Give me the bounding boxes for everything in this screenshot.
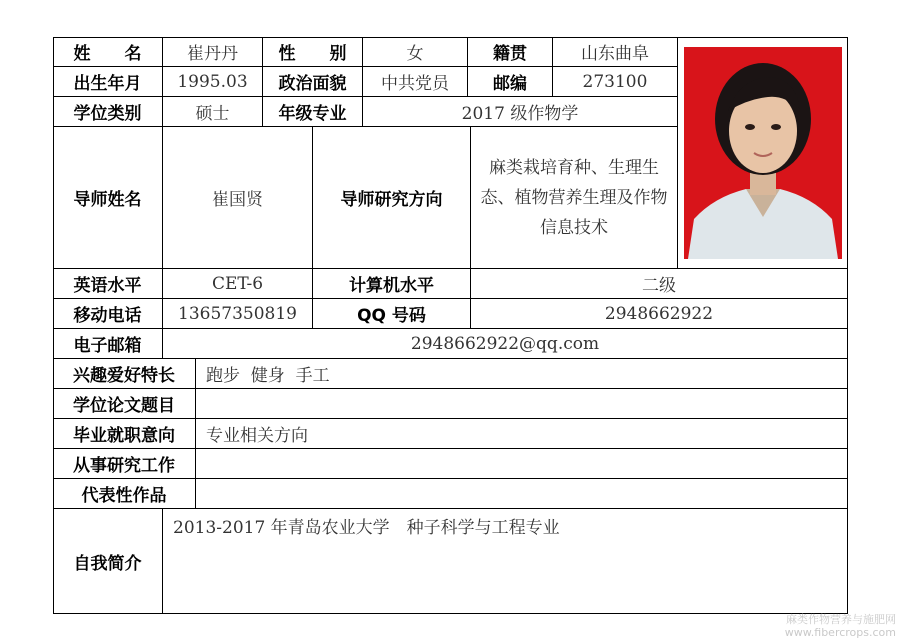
value-native-place: 山东曲阜 <box>553 37 678 67</box>
label-gender: 性 别 <box>263 37 363 67</box>
value-thesis <box>196 389 848 419</box>
label-thesis: 学位论文题目 <box>53 389 196 419</box>
value-gender: 女 <box>363 37 468 67</box>
value-mobile: 13657350819 <box>163 299 313 329</box>
label-birth: 出生年月 <box>53 67 163 97</box>
label-computer: 计算机水平 <box>313 269 471 299</box>
value-email: 2948662922@qq.com <box>163 329 848 359</box>
value-intro: 2013-2017 年青岛农业大学 种子科学与工程专业 <box>163 509 848 614</box>
value-hobbies: 跑步 健身 手工 <box>196 359 848 389</box>
photo-cell <box>678 37 848 269</box>
label-intro: 自我简介 <box>53 509 163 614</box>
value-grade-major: 2017 级作物学 <box>363 97 678 127</box>
value-career: 专业相关方向 <box>196 419 848 449</box>
label-research-work: 从事研究工作 <box>53 449 196 479</box>
value-advisor: 崔国贤 <box>163 127 313 269</box>
label-works: 代表性作品 <box>53 479 196 509</box>
watermark-line-2: www.fibercrops.com <box>784 626 896 639</box>
label-name: 姓 名 <box>53 37 163 67</box>
label-hobbies: 兴趣爱好特长 <box>53 359 196 389</box>
value-english: CET-6 <box>163 269 313 299</box>
label-native-place: 籍贯 <box>468 37 553 67</box>
value-name: 崔丹丹 <box>163 37 263 67</box>
label-political: 政治面貌 <box>263 67 363 97</box>
value-birth: 1995.03 <box>163 67 263 97</box>
value-computer: 二级 <box>471 269 848 299</box>
value-qq: 2948662922 <box>471 299 848 329</box>
label-degree-type: 学位类别 <box>53 97 163 127</box>
label-mobile: 移动电话 <box>53 299 163 329</box>
site-watermark <box>785 613 896 639</box>
resume-form <box>53 37 848 614</box>
label-english: 英语水平 <box>53 269 163 299</box>
value-works <box>196 479 848 509</box>
label-qq: QQ 号码 <box>313 299 471 329</box>
value-postcode: 273100 <box>553 67 678 97</box>
label-postcode: 邮编 <box>468 67 553 97</box>
label-advisor: 导师姓名 <box>53 127 163 269</box>
value-advisor-research: 麻类栽培育种、生理生态、植物营养生理及作物信息技术 <box>471 127 678 269</box>
label-email: 电子邮箱 <box>53 329 163 359</box>
label-grade-major: 年级专业 <box>263 97 363 127</box>
watermark-line-1: 麻类作物营养与施肥网 <box>786 613 896 626</box>
label-career: 毕业就职意向 <box>53 419 196 449</box>
value-research-work <box>196 449 848 479</box>
value-degree-type: 硕士 <box>163 97 263 127</box>
label-advisor-research: 导师研究方向 <box>313 127 471 269</box>
profile-photo <box>684 47 842 259</box>
value-political: 中共党员 <box>363 67 468 97</box>
